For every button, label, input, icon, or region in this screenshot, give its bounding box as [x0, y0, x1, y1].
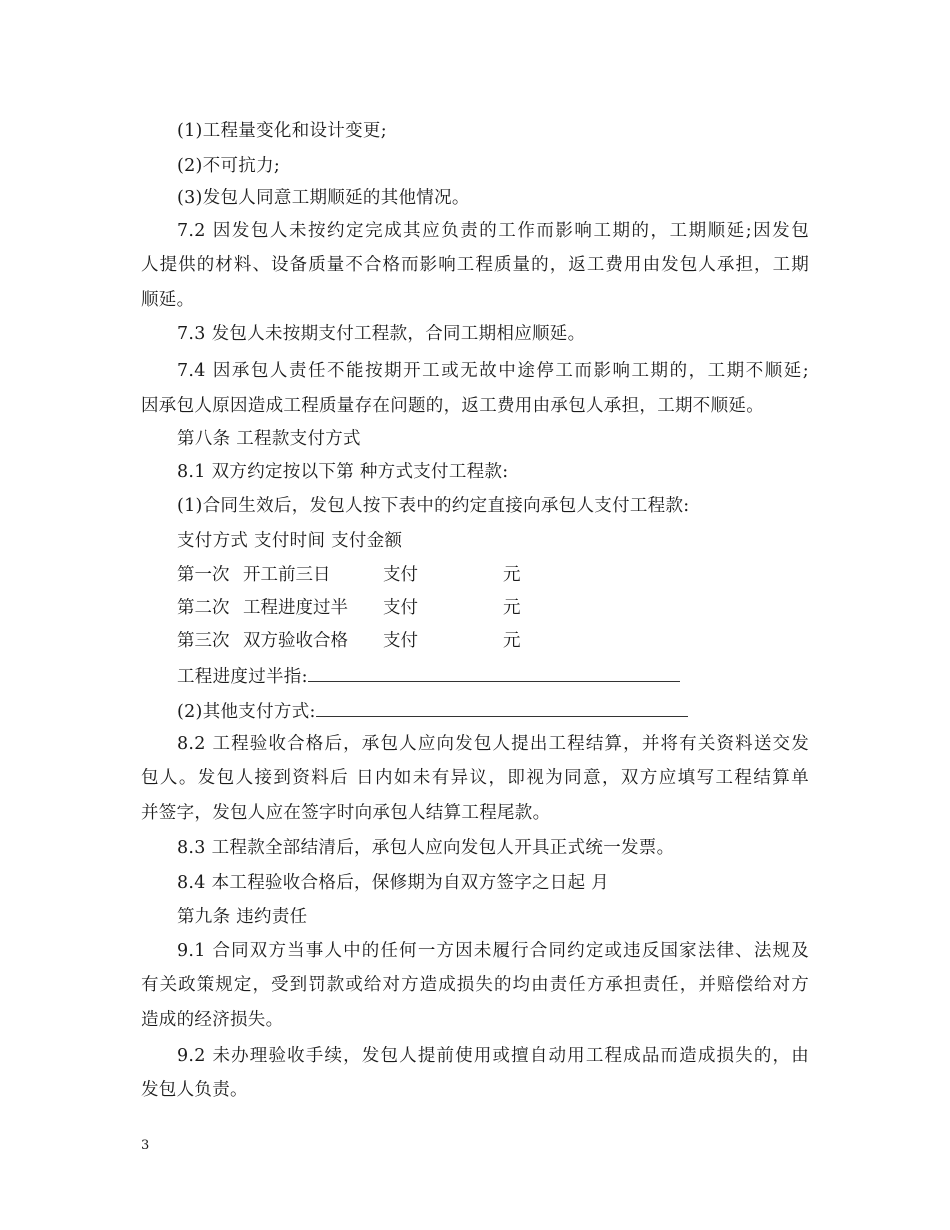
payment-row-2-time: 工程进度过半 [243, 598, 348, 618]
payment-row-1-order: 第一次 [177, 565, 230, 585]
progress-definition-line [177, 664, 680, 688]
other-payment-blank [316, 699, 688, 717]
page-number: 3 [141, 1138, 150, 1153]
payment-row-3-order: 第三次 [177, 631, 230, 651]
clause-7-2-line-1: 7.2 因发包人未按约定完成其应负责的工作而影响工期的，工期顺延;因发包 [177, 221, 809, 241]
clause-7-4-line-1: 7.4 因承包人责任不能按期开工或无故中途停工而影响工期的，工期不顺延; [177, 361, 809, 381]
clause-9-2-line-2: 发包人负责。 [141, 1080, 248, 1100]
payment-row-2-pay: 支付 [383, 598, 418, 618]
article-8-heading: 第八条 工程款支付方式 [177, 429, 361, 449]
clause-9-1-line-2: 有关政策规定，受到罚款或给对方造成损失的均由责任方承担责任，并赔偿给对方 [141, 975, 809, 995]
progress-definition-blank [308, 664, 680, 682]
clause-7-3: 7.3 发包人未按期支付工程款，合同工期相应顺延。 [177, 324, 586, 344]
clause-8-1: 8.1 双方约定按以下第 种方式支付工程款: [177, 462, 509, 482]
clause-9-2-line-1: 9.2 未办理验收手续，发包人提前使用或擅自动用工程成品而造成损失的，由 [177, 1046, 809, 1066]
clause-8-2-line-1: 8.2 工程验收合格后，承包人应向发包人提出工程结算，并将有关资料送交发 [177, 734, 809, 754]
other-payment-label: (2)其他支付方式: [177, 702, 316, 722]
clause-7-2-line-3: 顺延。 [141, 290, 195, 310]
clause-7-4-line-2: 因承包人原因造成工程质量存在问题的，返工费用由承包人承担，工期不顺延。 [141, 396, 764, 416]
payment-row-2-order: 第二次 [177, 598, 230, 618]
clause-7-1-item-2: (2)不可抗力; [177, 156, 281, 176]
clause-7-1-item-1: (1)工程量变化和设计变更; [177, 121, 387, 141]
payment-table-header: 支付方式 支付时间 支付金额 [177, 531, 403, 551]
payment-row-1-time: 开工前三日 [243, 565, 331, 585]
other-payment-line [177, 699, 688, 723]
payment-row-1-pay: 支付 [383, 565, 418, 585]
clause-7-1-item-3: (3)发包人同意工期顺延的其他情况。 [177, 188, 470, 208]
clause-8-4: 8.4 本工程验收合格后，保修期为自双方签字之日起 月 [177, 873, 610, 893]
clause-8-2-line-2: 包人。发包人接到资料后 日内如未有异议，即视为同意，双方应填写工程结算单 [141, 768, 809, 788]
clause-7-2-line-2: 人提供的材料、设备质量不合格而影响工程质量的，返工费用由发包人承担，工期 [141, 255, 809, 275]
payment-row-3-unit: 元 [503, 631, 521, 651]
clause-8-3: 8.3 工程款全部结清后，承包人应向发包人开具正式统一发票。 [177, 838, 675, 858]
progress-definition-label: 工程进度过半指: [177, 667, 308, 687]
payment-row-1-unit: 元 [503, 565, 521, 585]
clause-8-1-option-1: (1)合同生效后，发包人按下表中的约定直接向承包人支付工程款: [177, 496, 690, 516]
payment-row-2-unit: 元 [503, 598, 521, 618]
clause-9-1-line-1: 9.1 合同双方当事人中的任何一方因未履行合同约定或违反国家法律、法规及 [177, 941, 809, 961]
payment-row-3-pay: 支付 [383, 631, 418, 651]
payment-row-3-time: 双方验收合格 [243, 631, 348, 651]
clause-9-1-line-3: 造成的经济损失。 [141, 1010, 284, 1030]
article-9-heading: 第九条 违约责任 [177, 907, 308, 927]
clause-8-2-line-3: 并签字，发包人应在签字时向承包人结算工程尾款。 [141, 803, 551, 823]
